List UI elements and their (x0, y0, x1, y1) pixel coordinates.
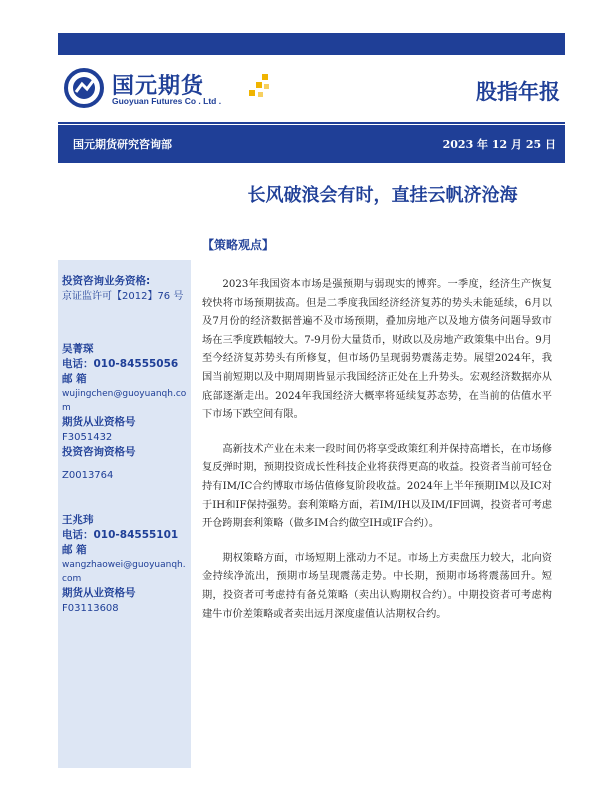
qualification-text: 京证监许可【2012】76 号 (62, 291, 184, 302)
analyst-consult: Z0013764 (62, 470, 114, 481)
company-logo (64, 68, 274, 112)
section-label: 【策略观点】 (202, 238, 275, 252)
analyst-license-label: 期货从业资格号 (62, 587, 136, 599)
report-type: 股指年报 (476, 80, 560, 104)
logo-company-en: Guoyuan Futures Co . Ltd . (112, 96, 222, 106)
department-name: 国元期货研究咨询部 (73, 138, 172, 151)
body-paragraph: 高新技术产业在未来一段时间仍将享受政策红利并保持高增长，在市场修复反弹时期，预期投资成长性科技企业将获得更高的收益。投资者当前可轻仓持有IM/IC合约博取市场估值修复阶段收益。2024年上半年预期IM以及IC对于IH和IF保持强势。套利策略方面，若IM/IH以及IM/IF回调，投资者可考虑开仓跨期套利策略（做多IM合约做空IH或IF合约）。 (202, 443, 552, 530)
analyst-email[interactable]: wujingchen@guoyuanqh.com (62, 389, 187, 413)
analyst-license: F3051432 (62, 432, 113, 443)
analyst-name: 王兆玮 (62, 514, 94, 526)
report-date: 2023 年 12 月 25 日 (442, 138, 556, 151)
report-body (202, 276, 552, 640)
analyst-consult-label: 投资咨询资格号 (62, 446, 136, 458)
analyst-license-label: 期货从业资格号 (62, 416, 136, 428)
analyst-info (62, 274, 190, 616)
top-color-bar (58, 33, 565, 55)
logo-company-cn: 国元期货 (112, 74, 205, 99)
analyst-phone: 电话：010-84555101 (62, 529, 179, 541)
analyst-email-label: 邮 箱 (62, 544, 87, 556)
report-title: 长风破浪会有时，直挂云帆济沧海 (247, 185, 518, 206)
qualification-heading: 投资咨询业务资格: (62, 275, 151, 287)
analyst-phone: 电话：010-84555056 (62, 358, 179, 370)
header-divider (58, 122, 565, 124)
analyst-email[interactable]: wangzhaowei@guoyuanqh.com (62, 560, 186, 584)
logo-emblem-icon (64, 68, 104, 108)
body-paragraph: 期权策略方面，市场短期上涨动力不足。市场上方卖盘压力较大，北向资金持续净流出，预期市场呈现震荡走势。中长期，预期市场将震荡回升。短期，投资者可考虑持有备兑策略（卖出认购期权合约）。中期投资者可考虑构建牛市价差策略或者卖出远月深度虚值认沽期权合约。 (202, 552, 552, 620)
body-paragraph: 2023年我国资本市场是强预期与弱现实的博弈。一季度，经济生产恢复较快将市场预期拔高。但是二季度我国经济经济复苏的势头未能延续，6月以及7月份的经济数据普遍不及市场预期，叠加房地产以及地方债务问题导致市场在三季度跌幅较大。7-9月份大量货币，财政以及房地产政策集中出台。9月至今经济复苏势头有所修复，但市场仍呈现弱势震荡走势。展望2024年，我国当前短期以及中期周期皆显示我国经济正处在上升势头。宏观经济数据亦从底部逐渐走出。2024年我国经济大概率将延续复苏态势，在当前的估值水平下市场下跌空间有限。 (202, 279, 552, 421)
analyst-email-label: 邮 箱 (62, 373, 87, 385)
analyst-license: F03113608 (62, 603, 119, 614)
analyst-name: 吴菁琛 (62, 343, 94, 355)
logo-squares-icon (244, 72, 274, 102)
